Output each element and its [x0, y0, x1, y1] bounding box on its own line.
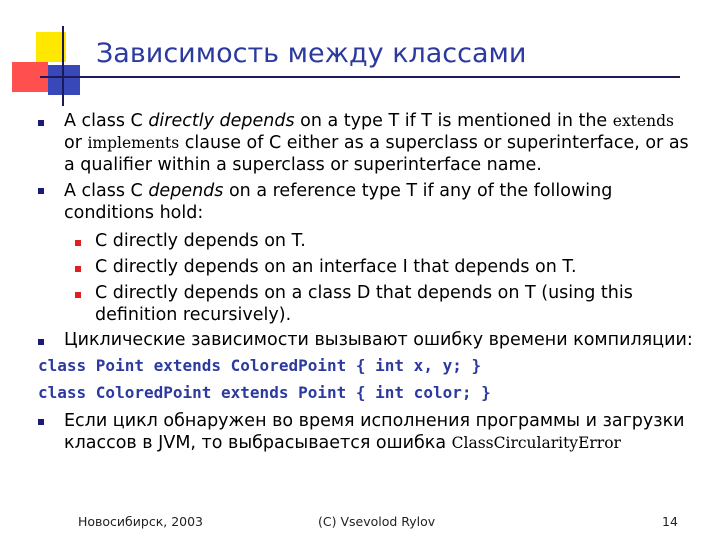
- decor-blue-square: [48, 65, 80, 95]
- text-segment: definition recursively).: [95, 305, 292, 325]
- bullet-cyclic: Циклические зависимости вызывают ошибку времени компиляции:: [64, 330, 693, 350]
- bullet-runtime-cycle: [64, 410, 704, 454]
- text-segment: a qualifier within a superclass or superinterface name.: [64, 155, 542, 175]
- decor-horizontal-line: [40, 76, 680, 78]
- text-segment: on a reference type T if any of the following: [223, 181, 613, 201]
- bullet-depends: [64, 180, 704, 224]
- error-class-name: ClassCircularityError: [451, 434, 621, 452]
- code-line-1: class Point extends ColoredPoint { int x, y; }: [38, 356, 482, 375]
- sub-bullet-1: C directly depends on T.: [95, 231, 306, 251]
- text-segment: or: [64, 133, 88, 153]
- sub-bullet-3: [95, 282, 695, 326]
- keyword-implements: implements: [87, 134, 180, 152]
- text-segment: Если цикл обнаружен во время исполнения программы и загрузки: [64, 411, 685, 431]
- footer-author: (C) Vsevolod Rylov: [318, 514, 436, 529]
- text-segment: conditions hold:: [64, 203, 204, 223]
- text-segment: on a type T if T is mentioned in the: [294, 111, 613, 131]
- text-segment: A class C: [64, 111, 149, 131]
- text-segment: C directly depends on a class D that depends on T (using this: [95, 283, 633, 303]
- code-line-2: class ColoredPoint extends Point { int color; }: [38, 383, 491, 402]
- sub-bullet-2: C directly depends on an interface I that depends on T.: [95, 257, 577, 277]
- text-segment: clause of C either as a superclass or superinterface, or as: [179, 133, 689, 153]
- page-number: 14: [662, 514, 678, 529]
- sub-bullet-icon: [75, 266, 81, 272]
- text-segment: A class C: [64, 181, 149, 201]
- footer-location: Новосибирск, 2003: [78, 514, 204, 529]
- emphasis-text: depends: [148, 181, 224, 201]
- bullet-icon: [38, 120, 44, 126]
- bullet-icon: [38, 188, 44, 194]
- sub-bullet-icon: [75, 240, 81, 246]
- bullet-icon: [38, 419, 44, 425]
- keyword-extends: extends: [612, 112, 674, 130]
- bullet-directly-depends: [64, 110, 704, 176]
- slide-title: Зависимость между классами: [96, 38, 527, 69]
- text-segment: классов в JVM, то выбрасывается ошибка: [64, 433, 452, 453]
- emphasis-text: directly depends: [148, 111, 295, 131]
- decor-vertical-line: [62, 26, 64, 106]
- sub-bullet-icon: [75, 292, 81, 298]
- bullet-icon: [38, 339, 44, 345]
